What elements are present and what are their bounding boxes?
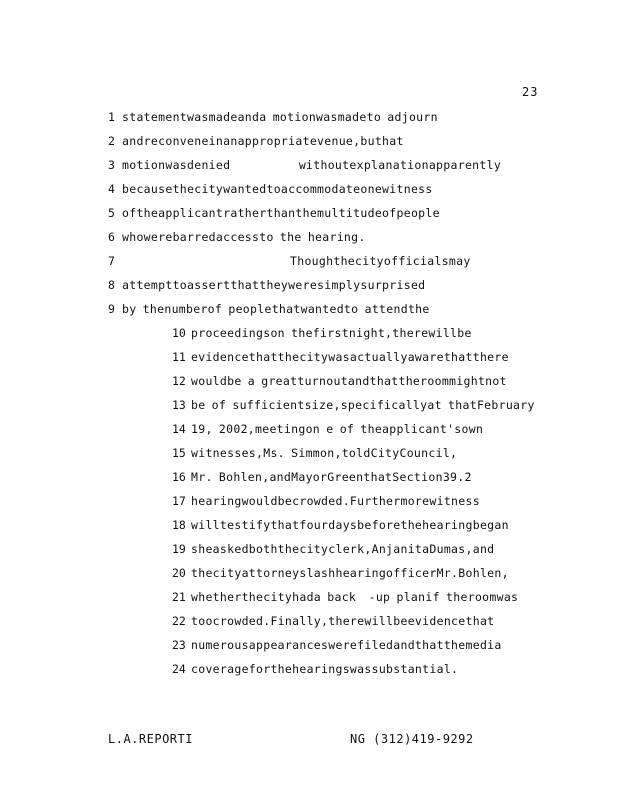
line-number: 21 <box>172 590 186 604</box>
transcript-line <box>0 204 618 228</box>
line-number: 7 <box>108 254 115 268</box>
line-text: motionwasdenied withoutexplanationapparently <box>122 158 502 172</box>
line-number: 11 <box>172 350 186 364</box>
transcript-line <box>0 636 618 660</box>
line-number: 1 <box>108 110 115 124</box>
line-text: Mr. Bohlen,andMayorGreenthatSection39.2 <box>191 470 472 484</box>
transcript-line <box>0 108 618 132</box>
line-text: by thenumberof peoplethatwantedto attendthe <box>122 302 430 316</box>
line-number: 3 <box>108 158 115 172</box>
page-number: 23 <box>522 85 539 99</box>
transcript-line <box>0 372 618 396</box>
line-number: 9 <box>108 302 115 316</box>
footer-phone: NG (312)419-9292 <box>350 732 474 746</box>
line-number: 6 <box>108 230 115 244</box>
line-text: be of sufficientsize,specificallyat thatFebruary <box>191 398 535 412</box>
line-number: 22 <box>172 614 186 628</box>
transcript-line <box>0 276 618 300</box>
transcript-line <box>0 444 618 468</box>
line-number: 16 <box>172 470 186 484</box>
line-number: 24 <box>172 662 186 676</box>
line-number: 10 <box>172 326 186 340</box>
line-text: whowerebarredaccessto the hearing. <box>122 230 366 244</box>
line-text: toocrowded.Finally,therewillbeevidencethat <box>191 614 495 628</box>
line-number: 20 <box>172 566 186 580</box>
transcript-line <box>0 588 618 612</box>
line-text: statementwasmadeanda motionwasmadeto adjourn <box>122 110 438 124</box>
line-number: 18 <box>172 518 186 532</box>
line-number: 17 <box>172 494 186 508</box>
line-text: becausethecitywantedtoaccommodateonewitness <box>122 182 433 196</box>
line-text: proceedingson thefirstnight,therewillbe <box>191 326 472 340</box>
line-text: coverageforthehearingswassubstantial. <box>191 662 459 676</box>
line-number: 23 <box>172 638 186 652</box>
transcript-line <box>0 396 618 420</box>
line-number: 13 <box>172 398 186 412</box>
line-text: numerousappearanceswerefiledandthatthemedia <box>191 638 502 652</box>
transcript-line <box>0 468 618 492</box>
line-number: 5 <box>108 206 115 220</box>
transcript-line <box>0 420 618 444</box>
transcript-line <box>0 492 618 516</box>
line-text: willtestifythatfourdaysbeforethehearingbegan <box>191 518 509 532</box>
transcript-line <box>0 180 618 204</box>
transcript-line <box>0 228 618 252</box>
line-number: 12 <box>172 374 186 388</box>
line-text: whetherthecityhada back -up planif theroomwas <box>191 590 519 604</box>
transcript-line <box>0 300 618 324</box>
line-number: 19 <box>172 542 186 556</box>
transcript-body <box>0 108 618 684</box>
line-text: thecityattorneyslashhearingofficerMr.Bohlen, <box>191 566 509 580</box>
line-text: witnesses,Ms. Simmon,toldCityCouncil, <box>191 446 458 460</box>
line-text: wouldbe a greatturnoutandthattheroommightnot <box>191 374 507 388</box>
transcript-line <box>0 516 618 540</box>
line-text: andreconveneinanappropriatevenue,buthat <box>122 134 404 148</box>
line-text: attempttoassertthattheyweresimplysurprised <box>122 278 426 292</box>
transcript-line <box>0 348 618 372</box>
line-number: 14 <box>172 422 186 436</box>
line-text: sheaskedboththecityclerk,AnjanitaDumas,and <box>191 542 495 556</box>
line-text: evidencethatthecitywasactuallyawarethatthere <box>191 350 509 364</box>
line-number: 4 <box>108 182 115 196</box>
transcript-line <box>0 252 618 276</box>
line-text: hearingwouldbecrowded.Furthermorewitness <box>191 494 480 508</box>
line-text: 19, 2002,meetingon e of theapplicant'sown <box>191 422 484 436</box>
transcript-line <box>0 132 618 156</box>
line-number: 15 <box>172 446 186 460</box>
transcript-line <box>0 324 618 348</box>
line-number: 8 <box>108 278 115 292</box>
line-text: oftheapplicantratherthanthemultitudeofpeople <box>122 206 440 220</box>
line-number: 2 <box>108 134 115 148</box>
transcript-line <box>0 156 618 180</box>
footer-reporter-name: L.A.REPORTI <box>108 732 193 746</box>
transcript-line <box>0 612 618 636</box>
transcript-line <box>0 564 618 588</box>
transcript-line <box>0 540 618 564</box>
transcript-line <box>0 660 618 684</box>
line-text: Thoughthecityofficialsmay <box>290 254 471 268</box>
